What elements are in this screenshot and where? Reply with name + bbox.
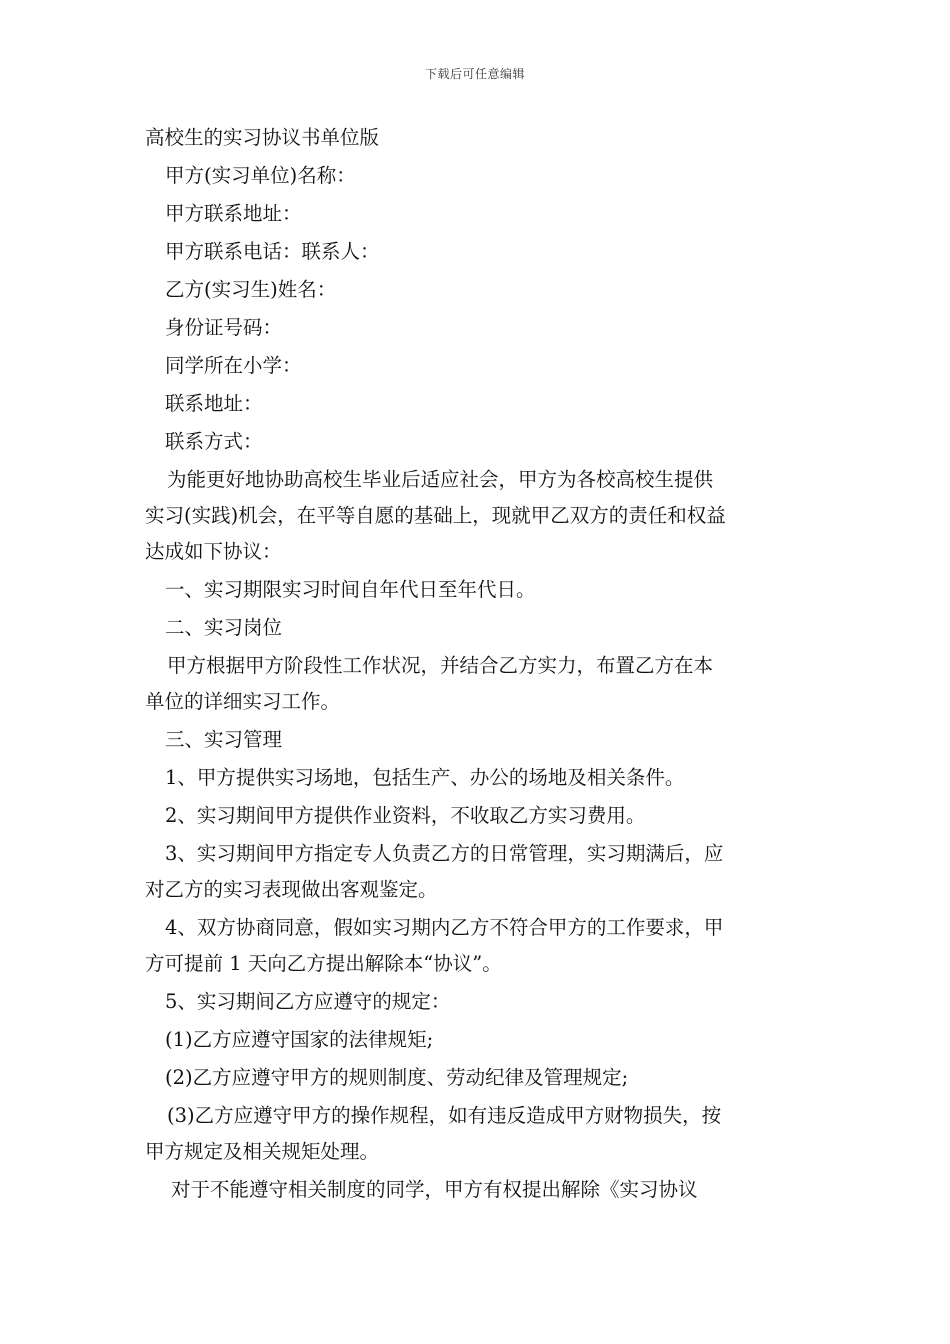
section-3-item-3-line-1: 3、实习期间甲方指定专人负责乙方的日常管理，实习期满后，应 — [165, 842, 724, 865]
document-body — [145, 120, 807, 1208]
section-3-item-4-line-2: 方可提前 1 天向乙方提出解除本“协议”。 — [145, 952, 502, 975]
section-3-item-1: 1、甲方提供实习场地，包括生产、办公的场地及相关条件。 — [165, 766, 685, 789]
section-3-item-3-line-2: 对乙方的实习表现做出客观鉴定。 — [145, 878, 438, 901]
section-3-item-2: 2、实习期间甲方提供作业资料，不收取乙方实习费用。 — [165, 804, 646, 827]
field-party-a-name: 甲方(实习单位)名称： — [165, 164, 356, 187]
header-note: 下载后可任意编辑 — [424, 67, 525, 81]
section-2-heading: 二、实习岗位 — [165, 616, 283, 639]
field-party-a-address: 甲方联系地址： — [165, 202, 302, 225]
section-3-closing: 对于不能遵守相关制度的同学，甲方有权提出解除《实习协议 — [171, 1178, 698, 1201]
section-3-sub-3-line-2: 甲方规定及相关规矩处理。 — [145, 1140, 380, 1163]
section-3-sub-2: (2)乙方应遵守甲方的规则制度、劳动纪律及管理规定; — [165, 1066, 629, 1089]
section-2-line-2: 单位的详细实习工作。 — [145, 690, 341, 713]
section-3-sub-1: (1)乙方应遵守国家的法律规矩; — [165, 1028, 434, 1051]
field-party-a-phone: 甲方联系电话：联系人： — [165, 240, 380, 263]
document-title: 高校生的实习协议书单位版 — [145, 126, 380, 149]
intro-line-1: 为能更好地协助高校生毕业后适应社会，甲方为各校高校生提供 — [167, 468, 714, 491]
field-party-b-name: 乙方(实习生)姓名： — [165, 278, 337, 301]
field-school: 同学所在小学： — [165, 354, 302, 377]
section-3-heading: 三、实习管理 — [165, 728, 283, 751]
intro-line-2: 实习(实践)机会，在平等自愿的基础上，现就甲乙双方的责任和权益 — [145, 504, 726, 527]
section-2-line-1: 甲方根据甲方阶段性工作状况，并结合乙方实力，布置乙方在本 — [167, 654, 714, 677]
section-1: 一、实习期限实习时间自年代日至年代日。 — [165, 578, 536, 601]
section-3-sub-3-line-1: (3)乙方应遵守甲方的操作规程，如有违反造成甲方财物损失，按 — [167, 1104, 722, 1127]
field-contact-method: 联系方式： — [165, 430, 263, 453]
field-contact-address: 联系地址： — [165, 392, 263, 415]
intro-line-3: 达成如下协议： — [145, 540, 282, 563]
section-3-item-4-line-1: 4、双方协商同意，假如实习期内乙方不符合甲方的工作要求，甲 — [165, 916, 724, 939]
field-id-number: 身份证号码： — [165, 316, 283, 339]
section-3-item-5: 5、实习期间乙方应遵守的规定： — [165, 990, 451, 1013]
